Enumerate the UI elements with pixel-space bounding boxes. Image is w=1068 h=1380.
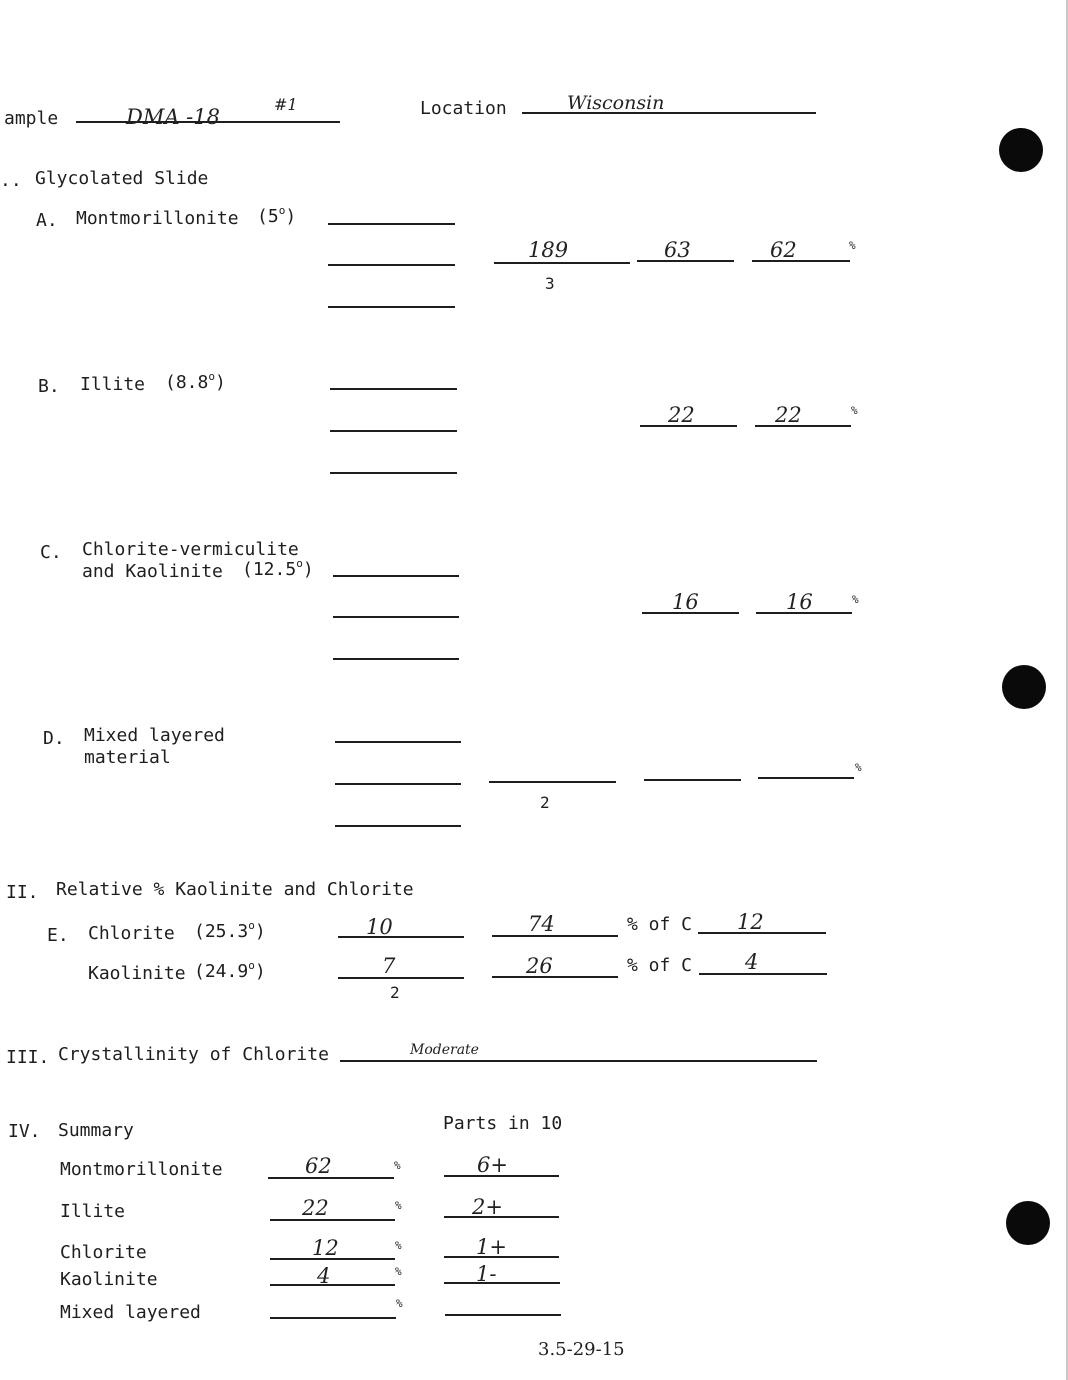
summary-parts-value: 6+ [477,1153,508,1177]
section-iv-title: Summary [58,1120,134,1141]
sample-value: DMA -18 [126,105,220,129]
summary-row-name: Illite [60,1201,126,1222]
summary-pct-line [270,1284,395,1286]
row-a-col3-line [752,260,850,262]
page-number: 3.5-29-15 [538,1339,625,1360]
row-b-col3-line [755,425,851,427]
location-label: Location [420,98,507,119]
summary-percent: % [395,1265,402,1278]
row-b-col2-value: 22 [668,403,695,427]
parts-in-10-header: Parts in 10 [443,1113,563,1134]
kaolinite-col1-value: 7 [382,954,396,978]
row-a-percent: % [849,239,856,252]
row-d-col1-divisor: 2 [540,793,550,812]
summary-row-name: Kaolinite [60,1269,158,1290]
row-c-blank-1 [333,575,459,577]
row-a-label: A. [36,210,58,231]
summary-parts-value: 2+ [472,1195,503,1219]
section-i-numeral: .. [0,170,22,191]
row-c-name-line2: and Kaolinite [82,561,223,582]
row-b-blank-3 [330,472,457,474]
summary-pct-line [270,1219,395,1221]
section-iii-numeral: III. [6,1047,50,1068]
kaolinite-col2-line [492,976,618,978]
row-a-col1-line [494,262,630,264]
chlorite-angle: (25.3$^o$) [194,919,266,942]
kaolinite-col3-line [699,973,827,975]
summary-row-name: Montmorillonite [60,1159,223,1180]
section-ii-title: Relative % Kaolinite and Chlorite [56,879,414,900]
sample-label: ample [4,108,59,129]
row-a-col2-value: 63 [664,238,691,262]
kaolinite-col3-value: 4 [745,950,759,974]
punch-hole-top [999,128,1043,172]
row-c-name-line1: Chlorite-vermiculite [82,539,299,560]
row-d-blank-1 [335,741,461,743]
chlorite-name: Chlorite [88,923,175,944]
summary-pct-value: 4 [317,1264,331,1288]
row-c-col3-value: 16 [786,590,813,614]
summary-parts-line [444,1282,560,1284]
summary-percent: % [396,1297,403,1310]
summary-percent: % [394,1159,401,1172]
row-a-angle: (5$^o$) [257,204,297,227]
location-value: Wisconsin [567,92,665,114]
crystallinity-value: Moderate [410,1042,479,1058]
row-a-blank-2 [328,264,455,266]
row-d-percent: % [855,761,862,774]
sample-suffix: #1 [274,95,298,114]
summary-pct-value: 12 [312,1236,339,1260]
row-a-blank-1 [328,223,455,225]
chlorite-col1-line [338,936,464,938]
row-a-blank-3 [328,306,455,308]
row-c-blank-3 [333,658,459,660]
chlorite-of-c-label: % of C [627,914,693,935]
row-b-col3-value: 22 [775,403,802,427]
chlorite-col1-value: 10 [366,915,393,939]
row-d-name-line2: material [84,747,171,768]
summary-pct-value: 22 [302,1196,329,1220]
section-iii-title: Crystallinity of Chlorite [58,1044,329,1065]
row-a-col1-value: 189 [528,238,569,262]
row-a-col1-divisor: 3 [545,274,555,293]
row-b-label: B. [38,376,60,397]
section-iv-numeral: IV. [8,1121,41,1142]
section-ii-numeral: II. [6,882,39,903]
row-c-label: C. [40,542,62,563]
kaolinite-col1-divisor: 2 [390,983,400,1002]
row-d-blank-2 [335,783,461,785]
punch-hole-bottom [1006,1201,1050,1245]
summary-pct-line [270,1317,396,1319]
kaolinite-col1-line [338,977,464,979]
row-e-label: E. [47,925,69,946]
row-c-percent: % [852,593,859,606]
row-b-blank-2 [330,430,457,432]
punch-hole-middle [1002,665,1046,709]
kaolinite-angle: (24.9$^o$) [194,959,266,982]
row-d-col2-line [644,779,741,781]
row-b-angle: (8.8$^o$) [165,370,226,393]
chlorite-col2-line [492,935,618,937]
row-d-label: D. [43,728,65,749]
kaolinite-col2-value: 26 [526,954,553,978]
crystallinity-field-line [340,1060,817,1062]
summary-parts-line [445,1314,561,1316]
row-d-blank-3 [335,825,461,827]
row-c-blank-2 [333,616,459,618]
kaolinite-name: Kaolinite [88,963,186,984]
chlorite-col3-value: 12 [737,910,764,934]
row-b-blank-1 [330,388,457,390]
row-a-name: Montmorillonite [76,208,239,229]
chlorite-col2-value: 74 [528,912,555,936]
summary-percent: % [395,1199,402,1212]
row-c-angle: (12.5$^o$) [242,557,314,580]
summary-percent: % [395,1239,402,1252]
row-d-name-line1: Mixed layered [84,725,225,746]
summary-parts-value: 1- [476,1262,497,1286]
row-a-col3-value: 62 [770,238,797,262]
kaolinite-of-c-label: % of C [627,955,693,976]
row-d-col3-line [758,777,854,779]
row-b-name: Illite [80,374,146,395]
row-c-col2-value: 16 [672,590,699,614]
summary-pct-value: 62 [305,1154,332,1178]
row-b-percent: % [851,404,858,417]
summary-row-name: Mixed layered [60,1302,201,1323]
section-i-title: Glycolated Slide [35,168,209,189]
summary-parts-value: 1+ [476,1235,507,1259]
row-d-col1-line [489,781,616,783]
summary-row-name: Chlorite [60,1242,147,1263]
